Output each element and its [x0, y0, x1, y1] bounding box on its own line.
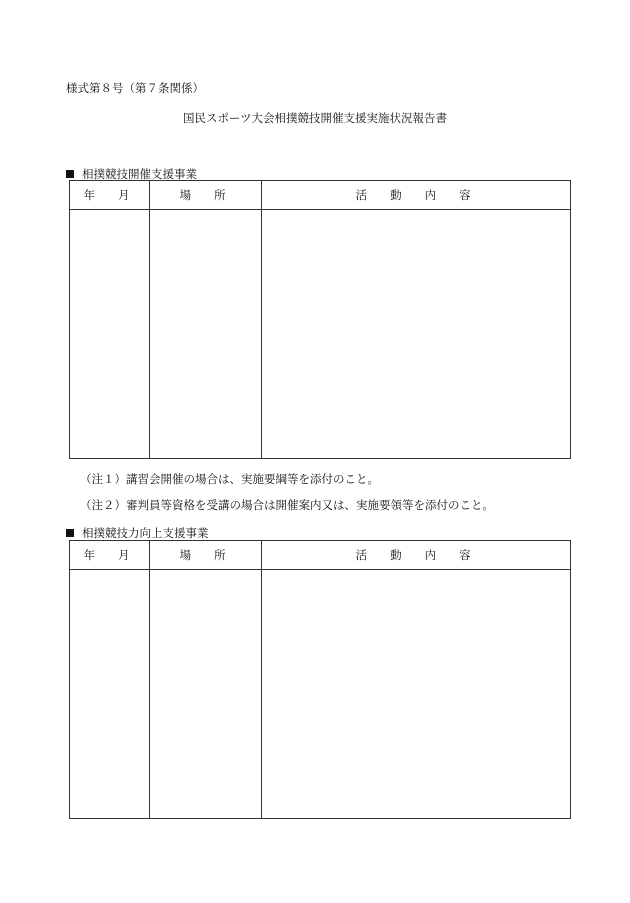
table-header-row — [70, 181, 571, 210]
date-cell[interactable] — [70, 570, 150, 819]
column-header-activity: 活 動 内 容 — [262, 181, 571, 210]
date-cell[interactable] — [70, 210, 150, 459]
table-row — [70, 210, 571, 459]
column-header-date: 年 月 — [70, 541, 150, 570]
note-2: （注２）審判員等資格を受講の場合は開催案内又は、実施要領等を添付のこと。 — [80, 498, 494, 512]
black-square-icon — [66, 529, 74, 537]
column-header-date: 年 月 — [70, 181, 150, 210]
note-1: （注１）講習会開催の場合は、実施要綱等を添付のこと。 — [80, 472, 379, 486]
section-heading-label: 相撲競技力向上支援事業 — [82, 526, 209, 540]
document-title: 国民スポーツ大会相撲競技開催支援実施状況報告書 — [182, 111, 448, 125]
event-support-table — [69, 180, 571, 459]
section-heading-strength-improvement — [66, 525, 209, 541]
activity-cell[interactable] — [262, 210, 571, 459]
form-number: 様式第８号（第７条関係） — [66, 81, 204, 95]
column-header-place: 場 所 — [150, 541, 262, 570]
section-heading-label: 相撲競技開催支援事業 — [82, 167, 197, 181]
strength-improvement-table — [69, 540, 571, 819]
place-cell[interactable] — [150, 570, 262, 819]
place-cell[interactable] — [150, 210, 262, 459]
table-header-row — [70, 541, 571, 570]
activity-cell[interactable] — [262, 570, 571, 819]
column-header-activity: 活 動 内 容 — [262, 541, 571, 570]
column-header-place: 場 所 — [150, 181, 262, 210]
black-square-icon — [66, 170, 74, 178]
table-row — [70, 570, 571, 819]
